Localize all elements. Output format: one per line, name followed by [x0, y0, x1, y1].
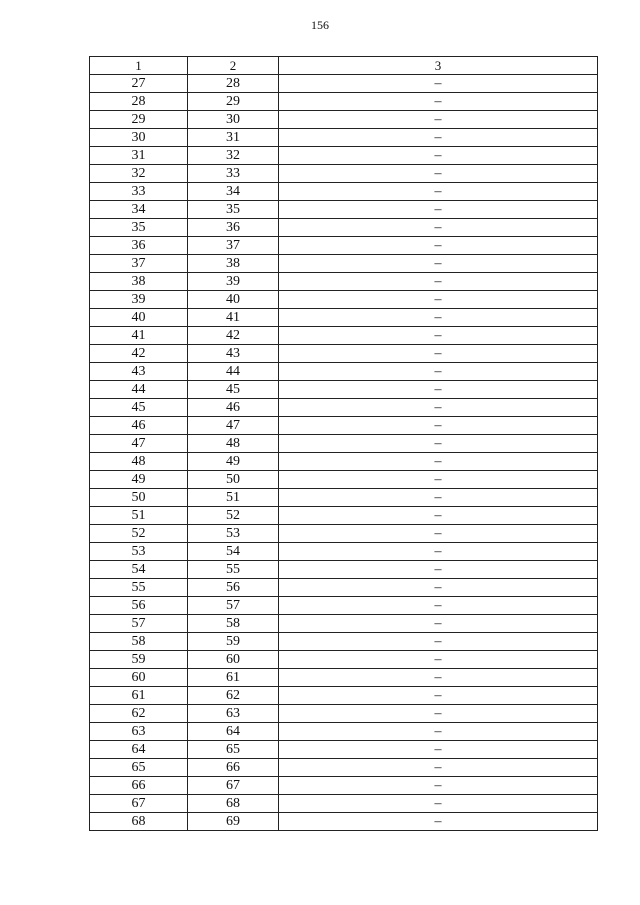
- table-row: [90, 669, 598, 687]
- table-cell-col-2: 40: [188, 291, 279, 309]
- table-cell-col-1: 65: [90, 759, 188, 777]
- table-cell-col-3: –: [279, 381, 598, 399]
- table-cell-col-1: 47: [90, 435, 188, 453]
- table-cell-col-1: 59: [90, 651, 188, 669]
- table-row: [90, 543, 598, 561]
- table-cell-col-1: 57: [90, 615, 188, 633]
- table-cell-col-1: 66: [90, 777, 188, 795]
- table-cell-col-3: –: [279, 705, 598, 723]
- table-row: [90, 435, 598, 453]
- table-cell-col-1: 51: [90, 507, 188, 525]
- table-cell-col-1: 49: [90, 471, 188, 489]
- table-cell-col-2: 43: [188, 345, 279, 363]
- table-cell-col-3: –: [279, 525, 598, 543]
- table-row: [90, 777, 598, 795]
- table-cell-col-1: 64: [90, 741, 188, 759]
- table-cell-col-3: –: [279, 813, 598, 831]
- table-cell-col-3: –: [279, 543, 598, 561]
- table-cell-col-2: 54: [188, 543, 279, 561]
- table-cell-col-1: 34: [90, 201, 188, 219]
- table-cell-col-1: 62: [90, 705, 188, 723]
- table-cell-col-2: 51: [188, 489, 279, 507]
- table-row: [90, 165, 598, 183]
- table-row: [90, 273, 598, 291]
- table-cell-col-2: 66: [188, 759, 279, 777]
- table-cell-col-2: 65: [188, 741, 279, 759]
- table-cell-col-1: 56: [90, 597, 188, 615]
- table-row: [90, 795, 598, 813]
- table-cell-col-2: 56: [188, 579, 279, 597]
- table-cell-col-3: –: [279, 435, 598, 453]
- table-cell-col-3: –: [279, 723, 598, 741]
- table-row: [90, 489, 598, 507]
- table-row: [90, 183, 598, 201]
- page-number: 156: [311, 18, 329, 32]
- table-row: [90, 687, 598, 705]
- table-row: [90, 93, 598, 111]
- table-cell-col-1: 43: [90, 363, 188, 381]
- table-row: [90, 255, 598, 273]
- table-cell-col-1: 28: [90, 93, 188, 111]
- table-cell-col-1: 41: [90, 327, 188, 345]
- table-cell-col-1: 58: [90, 633, 188, 651]
- table-row: [90, 327, 598, 345]
- table-cell-col-2: 55: [188, 561, 279, 579]
- table-cell-col-1: 55: [90, 579, 188, 597]
- table-row: [90, 705, 598, 723]
- table-cell-col-1: 61: [90, 687, 188, 705]
- table-row: [90, 345, 598, 363]
- table-cell-col-3: –: [279, 363, 598, 381]
- table-cell-col-1: 37: [90, 255, 188, 273]
- table-cell-col-1: 33: [90, 183, 188, 201]
- table-cell-col-2: 38: [188, 255, 279, 273]
- table-cell-col-3: –: [279, 579, 598, 597]
- table-row: [90, 813, 598, 831]
- table-cell-col-2: 52: [188, 507, 279, 525]
- table-row: [90, 615, 598, 633]
- table-cell-col-2: 64: [188, 723, 279, 741]
- table-cell-col-2: 63: [188, 705, 279, 723]
- table-cell-col-2: 57: [188, 597, 279, 615]
- table-cell-col-2: 60: [188, 651, 279, 669]
- table-row: [90, 723, 598, 741]
- table-row: [90, 759, 598, 777]
- table-cell-col-1: 40: [90, 309, 188, 327]
- table-cell-col-2: 44: [188, 363, 279, 381]
- table-body: [90, 75, 598, 831]
- table-cell-col-3: –: [279, 471, 598, 489]
- table-cell-col-3: –: [279, 633, 598, 651]
- table-cell-col-2: 53: [188, 525, 279, 543]
- table-row: [90, 417, 598, 435]
- table-cell-col-3: –: [279, 615, 598, 633]
- table-cell-col-2: 61: [188, 669, 279, 687]
- table-cell-col-2: 59: [188, 633, 279, 651]
- table-cell-col-2: 30: [188, 111, 279, 129]
- table-row: [90, 363, 598, 381]
- table-cell-col-1: 36: [90, 237, 188, 255]
- table-cell-col-3: –: [279, 759, 598, 777]
- table-cell-col-2: 48: [188, 435, 279, 453]
- table-cell-col-2: 46: [188, 399, 279, 417]
- table-cell-col-3: –: [279, 129, 598, 147]
- table-cell-col-2: 28: [188, 75, 279, 93]
- table-cell-col-1: 50: [90, 489, 188, 507]
- table-cell-col-3: –: [279, 399, 598, 417]
- table-cell-col-2: 49: [188, 453, 279, 471]
- table-cell-col-1: 31: [90, 147, 188, 165]
- table-cell-col-3: –: [279, 273, 598, 291]
- table-cell-col-2: 37: [188, 237, 279, 255]
- table-cell-col-1: 44: [90, 381, 188, 399]
- data-table: [89, 56, 598, 831]
- table-row: [90, 633, 598, 651]
- table-cell-col-3: –: [279, 237, 598, 255]
- table-cell-col-1: 68: [90, 813, 188, 831]
- table-cell-col-3: –: [279, 597, 598, 615]
- table-row: [90, 471, 598, 489]
- table-cell-col-3: –: [279, 165, 598, 183]
- table-cell-col-2: 69: [188, 813, 279, 831]
- table-cell-col-2: 47: [188, 417, 279, 435]
- table-cell-col-2: 41: [188, 309, 279, 327]
- table-cell-col-3: –: [279, 489, 598, 507]
- table-row: [90, 525, 598, 543]
- table-cell-col-1: 38: [90, 273, 188, 291]
- table-cell-col-1: 45: [90, 399, 188, 417]
- table-row: [90, 219, 598, 237]
- table-row: [90, 147, 598, 165]
- table-cell-col-3: –: [279, 669, 598, 687]
- table-cell-col-2: 32: [188, 147, 279, 165]
- table-cell-col-2: 39: [188, 273, 279, 291]
- table-row: [90, 561, 598, 579]
- table-cell-col-2: 29: [188, 93, 279, 111]
- table-row: [90, 309, 598, 327]
- table-cell-col-2: 31: [188, 129, 279, 147]
- table-cell-col-3: –: [279, 651, 598, 669]
- table-cell-col-2: 34: [188, 183, 279, 201]
- table-cell-col-3: –: [279, 453, 598, 471]
- table-cell-col-2: 67: [188, 777, 279, 795]
- table-cell-col-2: 35: [188, 201, 279, 219]
- table-cell-col-3: –: [279, 201, 598, 219]
- table-cell-col-1: 39: [90, 291, 188, 309]
- table-cell-col-2: 50: [188, 471, 279, 489]
- table-cell-col-1: 53: [90, 543, 188, 561]
- table-cell-col-2: 62: [188, 687, 279, 705]
- table-row: [90, 291, 598, 309]
- table-cell-col-1: 32: [90, 165, 188, 183]
- table-row: [90, 579, 598, 597]
- table-row: [90, 651, 598, 669]
- table-row: [90, 129, 598, 147]
- table-cell-col-2: 45: [188, 381, 279, 399]
- table-cell-col-1: 60: [90, 669, 188, 687]
- table-cell-col-3: –: [279, 561, 598, 579]
- column-header-2: 2: [188, 57, 279, 75]
- table-cell-col-3: –: [279, 687, 598, 705]
- table-cell-col-1: 30: [90, 129, 188, 147]
- table-row: [90, 597, 598, 615]
- table-cell-col-1: 52: [90, 525, 188, 543]
- table-cell-col-3: –: [279, 507, 598, 525]
- table-row: [90, 75, 598, 93]
- table-cell-col-2: 36: [188, 219, 279, 237]
- table-cell-col-1: 42: [90, 345, 188, 363]
- table-cell-col-1: 63: [90, 723, 188, 741]
- table-cell-col-3: –: [279, 309, 598, 327]
- table-row: [90, 507, 598, 525]
- table-row: [90, 381, 598, 399]
- table-row: [90, 111, 598, 129]
- table-row: [90, 453, 598, 471]
- table-cell-col-1: 29: [90, 111, 188, 129]
- table-cell-col-3: –: [279, 93, 598, 111]
- table-cell-col-1: 54: [90, 561, 188, 579]
- table-row: [90, 399, 598, 417]
- table-cell-col-3: –: [279, 327, 598, 345]
- column-header-3: 3: [279, 57, 598, 75]
- table-cell-col-2: 33: [188, 165, 279, 183]
- table-cell-col-3: –: [279, 777, 598, 795]
- table-cell-col-1: 27: [90, 75, 188, 93]
- table-cell-col-3: –: [279, 219, 598, 237]
- table-cell-col-1: 48: [90, 453, 188, 471]
- table-cell-col-1: 35: [90, 219, 188, 237]
- table-row: [90, 237, 598, 255]
- table-cell-col-3: –: [279, 795, 598, 813]
- table-cell-col-2: 68: [188, 795, 279, 813]
- table-cell-col-3: –: [279, 345, 598, 363]
- table-cell-col-3: –: [279, 417, 598, 435]
- header-row: [90, 57, 598, 75]
- table-cell-col-3: –: [279, 147, 598, 165]
- table-row: [90, 201, 598, 219]
- table-header: [90, 57, 598, 75]
- table-row: [90, 741, 598, 759]
- table-cell-col-3: –: [279, 111, 598, 129]
- table-cell-col-2: 58: [188, 615, 279, 633]
- table-cell-col-1: 46: [90, 417, 188, 435]
- table-cell-col-3: –: [279, 741, 598, 759]
- table-cell-col-1: 67: [90, 795, 188, 813]
- table-cell-col-3: –: [279, 255, 598, 273]
- column-header-1: 1: [90, 57, 188, 75]
- table-cell-col-3: –: [279, 291, 598, 309]
- table-cell-col-2: 42: [188, 327, 279, 345]
- table-cell-col-3: –: [279, 75, 598, 93]
- table-cell-col-3: –: [279, 183, 598, 201]
